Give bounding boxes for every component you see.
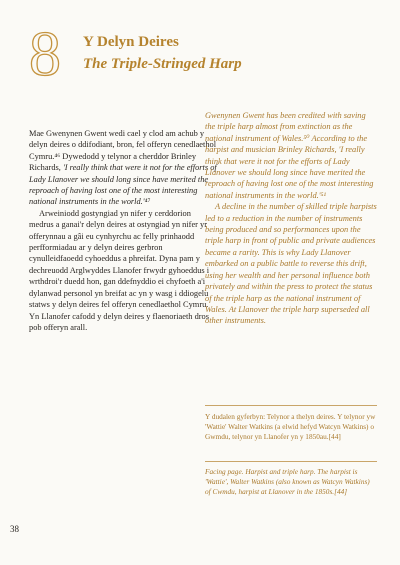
welsh-paragraph-1-ref: ⁴⁷: [144, 197, 151, 207]
caption-english: Facing page. Harpist and triple harp. The harpist is 'Wattie', Walter Watkins (also known as Watcyn Watkins) of Cwmdu, harpist at Llanover in the 1850s.[44]: [205, 467, 370, 497]
welsh-paragraph-1-quote: 'I really think that were it not for the efforts of Lady Llanover we should long since have merited the reproach of having lost one of the most interesting national instruments in the world.': [29, 163, 217, 207]
welsh-paragraph-1: [29, 128, 217, 208]
welsh-paragraph-2: Arweiniodd gostyngiad yn nifer y cerddorion medrus a ganai'r delyn deires at ostyngiad yn nifer yr offerynnau a gâi eu cynhyrchu ac felly prinhaodd perfformiadau ar y delyn deires gerbron cynulleidfaoedd cyhoeddus a phreifat. Dyna pam y dechreuodd Arglwyddes Llanofer frwydr gyhoeddus i wrthdroi'r duedd hon, gan ddefnyddio ei chyfoeth a'i dylanwad personol yn breifat ac yn y wasg i ddiogelu statws y delyn deires fel offeryn cenedlaethol Cymru. Yn Llanofer cafodd y delyn deires y flaenoriaeth dros pob offeryn arall.: [29, 208, 210, 332]
caption-welsh: Y dudalen gyferbyn: Telynor a thelyn deires. Y telynor yw 'Wattie' Walter Watkins (a elwid hefyd Watcyn Watkins) o Gwmdu, telynor yn Llanofer yn y 1850au.[44]: [205, 412, 376, 442]
english-paragraph-2: A decline in the number of skilled triple harpists led to a reduction in the number of instruments being produced and so performances upon the triple harp in front of public and private audiences became a rarity. This is why Lady Llanover embarked on a public battle to reverse this drift, using her wealth and her personal influence both privately and within the press to protect the status of the triple harp as the national instrument of Wales. At Llanover the triple harp superseded all other instruments.: [205, 202, 377, 326]
chapter-title-welsh: Y Delyn Deires: [83, 34, 179, 50]
page-number: 38: [10, 524, 19, 534]
caption-divider-middle: [205, 461, 377, 462]
english-paragraph-1: Gwenynen Gwent has been credited with saving the triple harp almost from extinction as the national instrument of Wales.⁵⁰ According to the harpist and musician Brinley Richards, 'I really think that were it not for the efforts of Lady Llanover we should long since have merited the reproach of having lost one of the most interesting national instruments in the world.'⁵¹: [205, 111, 374, 200]
english-column: [205, 110, 377, 327]
chapter-number: 8: [29, 18, 61, 89]
welsh-column: [29, 128, 217, 333]
chapter-title-english: The Triple-Stringed Harp: [83, 56, 242, 72]
caption-divider-top: [205, 405, 377, 406]
welsh-paragraph-1-text: Mae Gwenynen Gwent wedi cael y clod am achub y delyn deires o ddifodiant, bron, fel offeryn cenedlaethol Cymru.⁴⁶ Dywedodd y telynor a cherddor Brinley Richards,: [29, 129, 217, 173]
